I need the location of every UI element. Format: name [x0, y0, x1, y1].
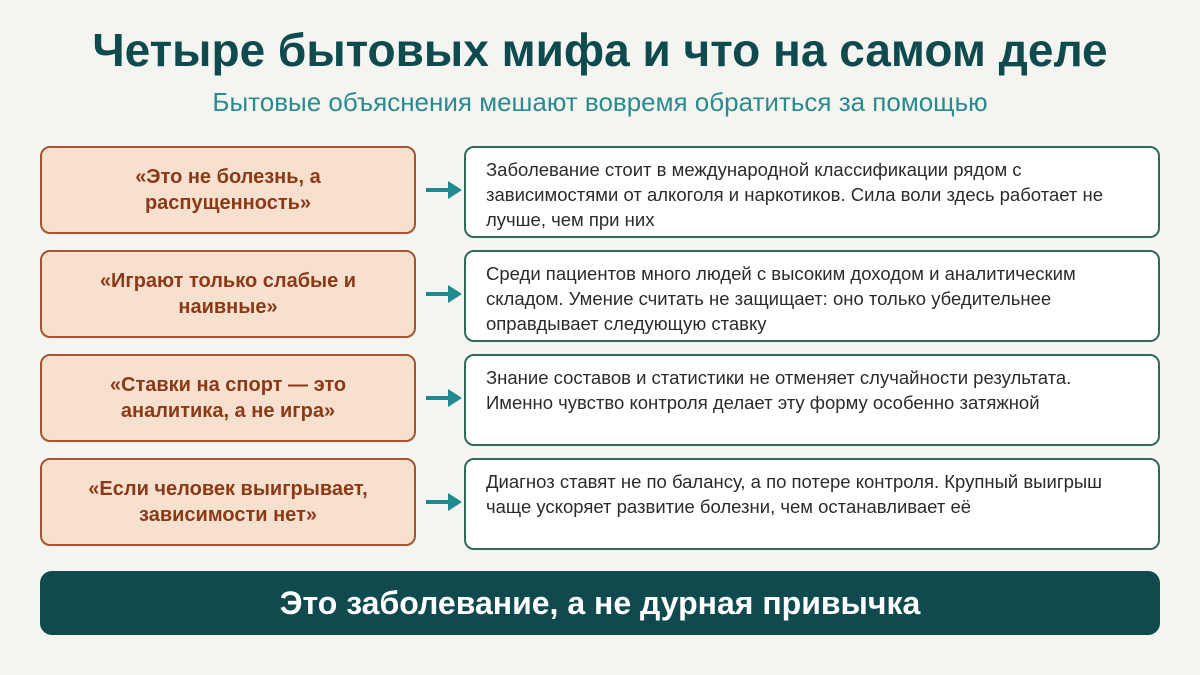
myth-card [40, 458, 416, 546]
fact-card [464, 250, 1160, 342]
myth-fact-list [40, 146, 1160, 562]
myth-card [40, 146, 416, 234]
myth-fact-row [40, 458, 1160, 550]
myth-fact-row [40, 146, 1160, 238]
conclusion-banner [40, 571, 1160, 635]
arrow-right-icon [424, 283, 464, 305]
fact-card [464, 458, 1160, 550]
arrow-right-icon [424, 179, 464, 201]
arrow-right-icon [424, 491, 464, 513]
myth-card [40, 250, 416, 338]
myth-fact-row [40, 250, 1160, 342]
page-subtitle: Бытовые объяснения мешают вовремя обратиться за помощью [212, 87, 988, 117]
myth-card [40, 354, 416, 442]
myth-fact-row [40, 354, 1160, 446]
fact-text: Заболевание стоит в международной классификации рядом с зависимостями от алкоголя и наркотиков. Сила воли здесь работает не лучше, чем при них [486, 159, 1104, 230]
myth-text: «Если человек выигрывает, зависимости нет» [88, 478, 368, 526]
fact-card [464, 146, 1160, 238]
fact-card [464, 354, 1160, 446]
myth-text: «Играют только слабые и наивные» [99, 270, 357, 318]
myth-text: «Ставки на спорт — это аналитика, а не игра» [109, 374, 347, 422]
fact-text: Диагноз ставят не по балансу, а по потере контроля. Крупный выигрыш чаще ускоряет развитие болезни, чем останавливает её [486, 471, 1102, 517]
fact-text: Среди пациентов много людей с высоким доходом и аналитическим складом. Умение считать не защищает: оно только убедительнее оправдывает следующую ставку [486, 263, 1076, 334]
fact-text: Знание составов и статистики не отменяет случайности результата. Именно чувство контроля делает эту форму особенно затяжной [486, 367, 1072, 413]
arrow-right-icon [424, 387, 464, 409]
myth-text: «Это не болезнь, а распущенность» [135, 166, 321, 214]
conclusion-text: Это заболевание, а не дурная привычка [279, 584, 921, 621]
page-title: Четыре бытовых мифа и что на самом деле [92, 24, 1108, 76]
